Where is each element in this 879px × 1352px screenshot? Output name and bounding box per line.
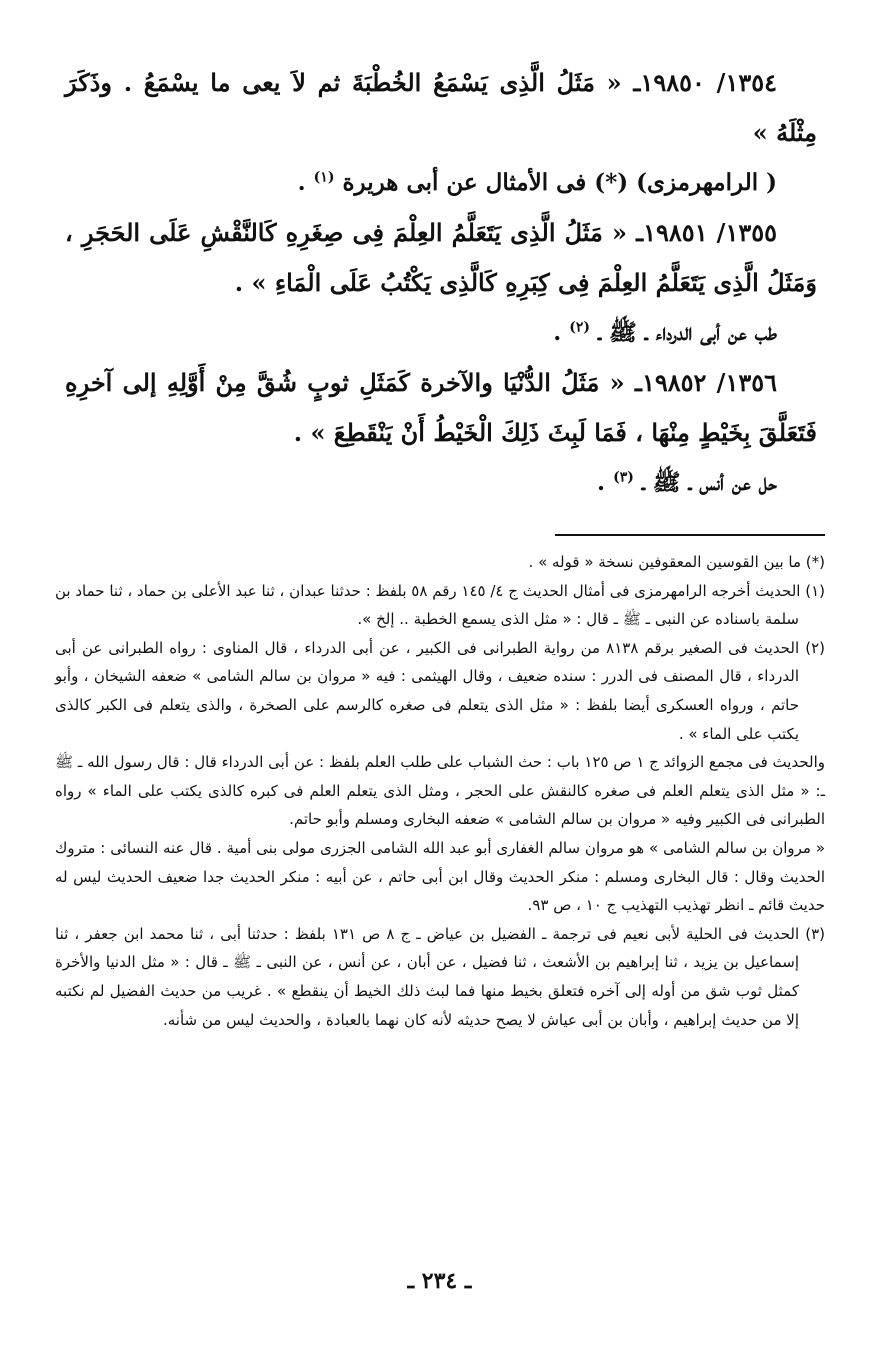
hadith-1356-source-end: . [597, 469, 606, 496]
footnotes [55, 548, 825, 1034]
hadith-1355-source-end: . [553, 319, 562, 346]
hadith-section [65, 58, 817, 508]
hadith-1356-source-text: حل عن أنس ـ ﷺ ـ [641, 469, 777, 496]
footnote-ref-1: (١) [313, 169, 335, 186]
hadith-1354-source [65, 158, 817, 208]
footnote-ref-2: (٢) [569, 319, 591, 336]
hadith-1354-source-end: . [297, 169, 306, 196]
footnote-separator [555, 534, 825, 536]
hadith-1355-source-text: طب عن أبى الدرداء ـ ﷺ ـ [598, 319, 777, 346]
hadith-1356-text: ١٣٥٦/ ١٩٨٥٢ـ « مَثَلُ الدُّنْيَا والآخرة كَمَثَلِ ثوبٍ شُقَّ مِنْ أَوَّلِهِ إلى آخرِهِ فَتَعَلَّقَ بِخَيْطٍ مِنْهَا ، فَمَا لَبِثَ ذَلِكَ الْخَيْطُ أَنْ يَنْقَطِعَ » . [65, 368, 817, 447]
hadith-1356-source [65, 458, 817, 508]
hadith-1354-source-text: ( الرامهرمزى) (*) فى الأمثال عن أبى هريرة [342, 169, 777, 196]
footnote-1: (١) الحديث أخرجه الرامهرمزى فى أمثال الحديث ج ٤/ ١٤٥ رقم ٥٨ بلفظ : حدثنا عبدان ، ثنا عبد الأعلى بن حماد ، ثنا حماد بن سلمة باسناده عن النبى ـ ﷺ ـ قال : « مثل الذى يسمع الخطبة .. إلخ ». [55, 581, 826, 629]
page-number: ـ ٢٣٤ ـ [407, 1268, 472, 1294]
footnote-2-narrator-note: « مروان بن سالم الشامى » هو مروان سالم الغفارى أبو عبد الله الشامى الجزرى مولى بنى أمية . قال عنه النسائى : متروك الحديث وقال : قال البخارى ومسلم : منكر الحديث وقال ابن أبى حاتم ، عن أبيه : منكر الحديث جدا ضعيف الحديث ليس له حديث قائم ـ انظر تهذيب التهذيب ج ١٠ ، ص ٩٣. [55, 838, 825, 915]
hadith-1354-text: ١٣٥٤/ ١٩٨٥٠ـ « مَثَلُ الَّذِى يَسْمَعُ الخُطْبَةَ ثم لاَ يعى ما يسْمَعُ . وذَكَرَ مِثْلَهُ » [65, 68, 817, 147]
hadith-1355-text: ١٣٥٥/ ١٩٨٥١ـ « مَثَلُ الَّذِى يَتَعَلَّمُ العِلْمَ فِى صِغَرِهِ كَالنَّقْشِ عَلَى الحَجَرِ ، وَمَثَلُ الَّذِى يَتَعَلَّمُ العِلْمَ فِى كِبَرِهِ كَالَّذِى يَكْتُبُ عَلَى الْمَاءِ » . [65, 218, 817, 297]
footnote-star: (*) ما بين القوسين المعقوفين نسخة « قوله » . [528, 553, 825, 571]
footnote-2-continuation: والحديث فى مجمع الزوائد ج ١ ص ١٢٥ باب : حث الشباب على طلب العلم بلفظ : عن أبى الدرداء قال : قال رسول الله ـ ﷺ ـ: « مثل الذى يتعلم العلم فى صغره كالنقش على الحجر ، ومثل الذى يتعلم العلم فى كبره كالذى يكتب على الماء » رواه الطبرانى فى الكبير وفيه « مروان بن سالم الشامى » ضعفه البخارى ومسلم وأبو حاتم. [55, 753, 825, 829]
footnote-ref-3: (٣) [613, 469, 634, 486]
hadith-1355-source [65, 308, 817, 358]
footnote-2: (٢) الحديث فى الصغير برقم ٨١٣٨ من رواية الطبرانى فى الكبير ، عن أبى الدرداء ، قال المناوى : رواه الطبرانى عن أبى الدرداء ، قال المصنف فى الدرر : سنده ضعيف ، وقال الهيثمى : فيه « مروان بن سالم الشامى » ضعفه الشيخان ، وأبو حاتم ، ورواه العسكرى أيضا بلفظ : « مثل الذى يتعلم فى صغره كالرسم على الصخرة ، والذى يتعلم فى الكبر كالذى يكتب على الماء » . [55, 638, 825, 743]
footnote-3: (٣) الحديث فى الحلية لأبى نعيم فى ترجمة ـ الفضيل بن عياض ـ ج ٨ ص ١٣١ بلفظ : حدثنا أبى ، ثنا محمد ابن جعفر ، ثنا إسماعيل بن يزيد ، ثنا إبراهيم بن الأشعث ، ثنا فضيل ، عن أبان ، عن أنس ، عن النبى ـ ﷺ ـ قال : « مثل الدنيا والأخرة كمثل ثوب شق من أوله إلى آخره فتعلق بخيط منها فما لبث ذلك الخيط أن ينقطع » . غريب من حديث الفضيل لم نكتبه إلا من حديث إبراهيم ، وأبان بن أبى عياش لا يصح حديثه لأنه كان نهما بالعبادة ، والحديث ليس من شأنه. [55, 924, 825, 1029]
